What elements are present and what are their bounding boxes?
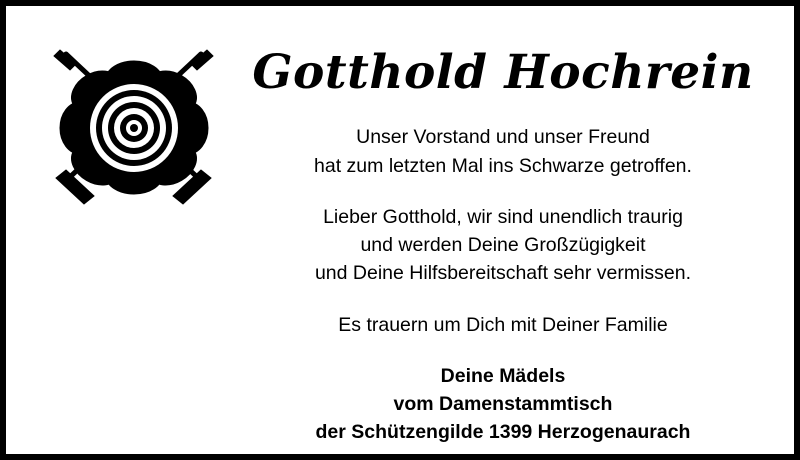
paragraph-line: Lieber Gotthold, wir sind unendlich traurig [323,205,683,228]
paragraph-line: hat zum letzten Mal ins Schwarze getroffen. [314,154,692,177]
signature-line: Deine Mädels [440,364,566,387]
paragraph-line: Es trauern um Dich mit Deiner Familie [338,313,668,336]
emblem-column [6,6,246,454]
paragraph-line: und Deine Hilfsbereitschaft sehr vermissen. [314,262,692,285]
paragraph-body [246,203,760,288]
paragraph-line: und werden Deine Großzügigkeit [360,234,646,257]
text-column [246,6,794,454]
paragraph-closing [246,311,760,339]
deceased-name: Gotthold Hochrein [252,45,754,100]
signature-line: der Schützengilde 1399 Herzogenaurach [315,421,691,444]
shooting-target-with-crossed-rifles-and-oak-wreath-icon [46,46,221,206]
signature-block [246,362,760,447]
paragraph-intro [246,123,760,180]
paragraph-line: Unser Vorstand und unser Freund [356,126,650,149]
signature-line: vom Damenstammtisch [393,393,613,416]
